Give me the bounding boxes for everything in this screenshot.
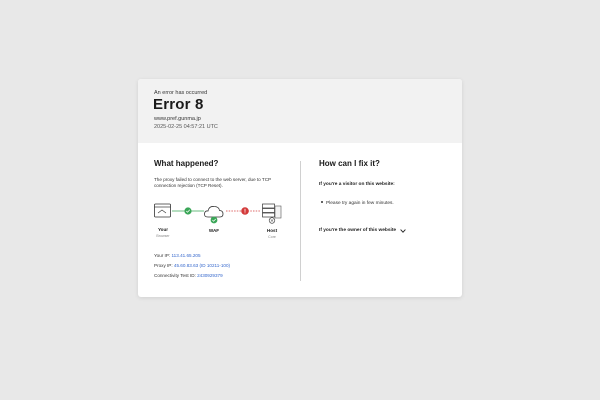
your-ip-row <box>154 253 201 258</box>
proxy-ip-label: Proxy IP: <box>154 263 173 268</box>
error-host: www.pref.gunma.jp <box>154 116 201 122</box>
how-fix-heading: How can I fix it? <box>319 159 380 168</box>
node-sub-host: Core <box>268 235 276 239</box>
column-divider <box>300 161 301 281</box>
proxy-ip-row <box>154 263 230 268</box>
bullet-icon <box>321 201 323 203</box>
test-id-label: Connectivity Test ID: <box>154 273 196 278</box>
cloud-icon <box>204 206 223 217</box>
error-timestamp: 2025-02-25 04:57:21 UTC <box>154 124 218 130</box>
what-happened-heading: What happened? <box>154 159 219 168</box>
error-card <box>138 79 462 297</box>
test-id-value: 2430929379 <box>197 273 223 278</box>
what-happened-section <box>154 159 294 278</box>
how-fix-section <box>319 159 449 233</box>
connection-diagram <box>154 201 294 247</box>
ok-check-icon <box>211 217 218 224</box>
node-label-waf: WAF <box>208 228 220 233</box>
node-label-host: Host <box>266 228 278 233</box>
error-alert-icon <box>241 207 249 215</box>
browser-icon <box>155 204 171 217</box>
your-ip-label: Your IP: <box>154 253 171 258</box>
error-eyebrow: An error has occurred <box>154 90 208 96</box>
owner-expand-toggle[interactable] <box>319 228 406 233</box>
error-header <box>138 79 462 143</box>
node-label-browser: Your <box>157 227 169 232</box>
visitor-heading: If you're a visitor on this website: <box>319 182 395 187</box>
chevron-down-icon <box>400 229 406 233</box>
visitor-bullet-item <box>321 201 394 206</box>
visitor-bullet-text: Please try again in few minutes. <box>326 201 394 206</box>
owner-heading: If you're the owner of this website <box>319 228 397 233</box>
test-id-row <box>154 273 223 278</box>
ok-check-icon <box>184 207 191 214</box>
node-sub-browser: Browser <box>156 234 170 238</box>
connection-diagram-svg <box>154 201 294 247</box>
your-ip-value: 113.41.65.205 <box>171 253 201 258</box>
server-icon <box>263 204 282 223</box>
error-title: Error 8 <box>153 96 204 113</box>
proxy-ip-value: 45.60.83.63 (ID 10211-100) <box>173 263 231 268</box>
what-happened-description: The proxy failed to connect to the web server, due to TCP connection rejection (TCP Reset). <box>154 177 272 188</box>
